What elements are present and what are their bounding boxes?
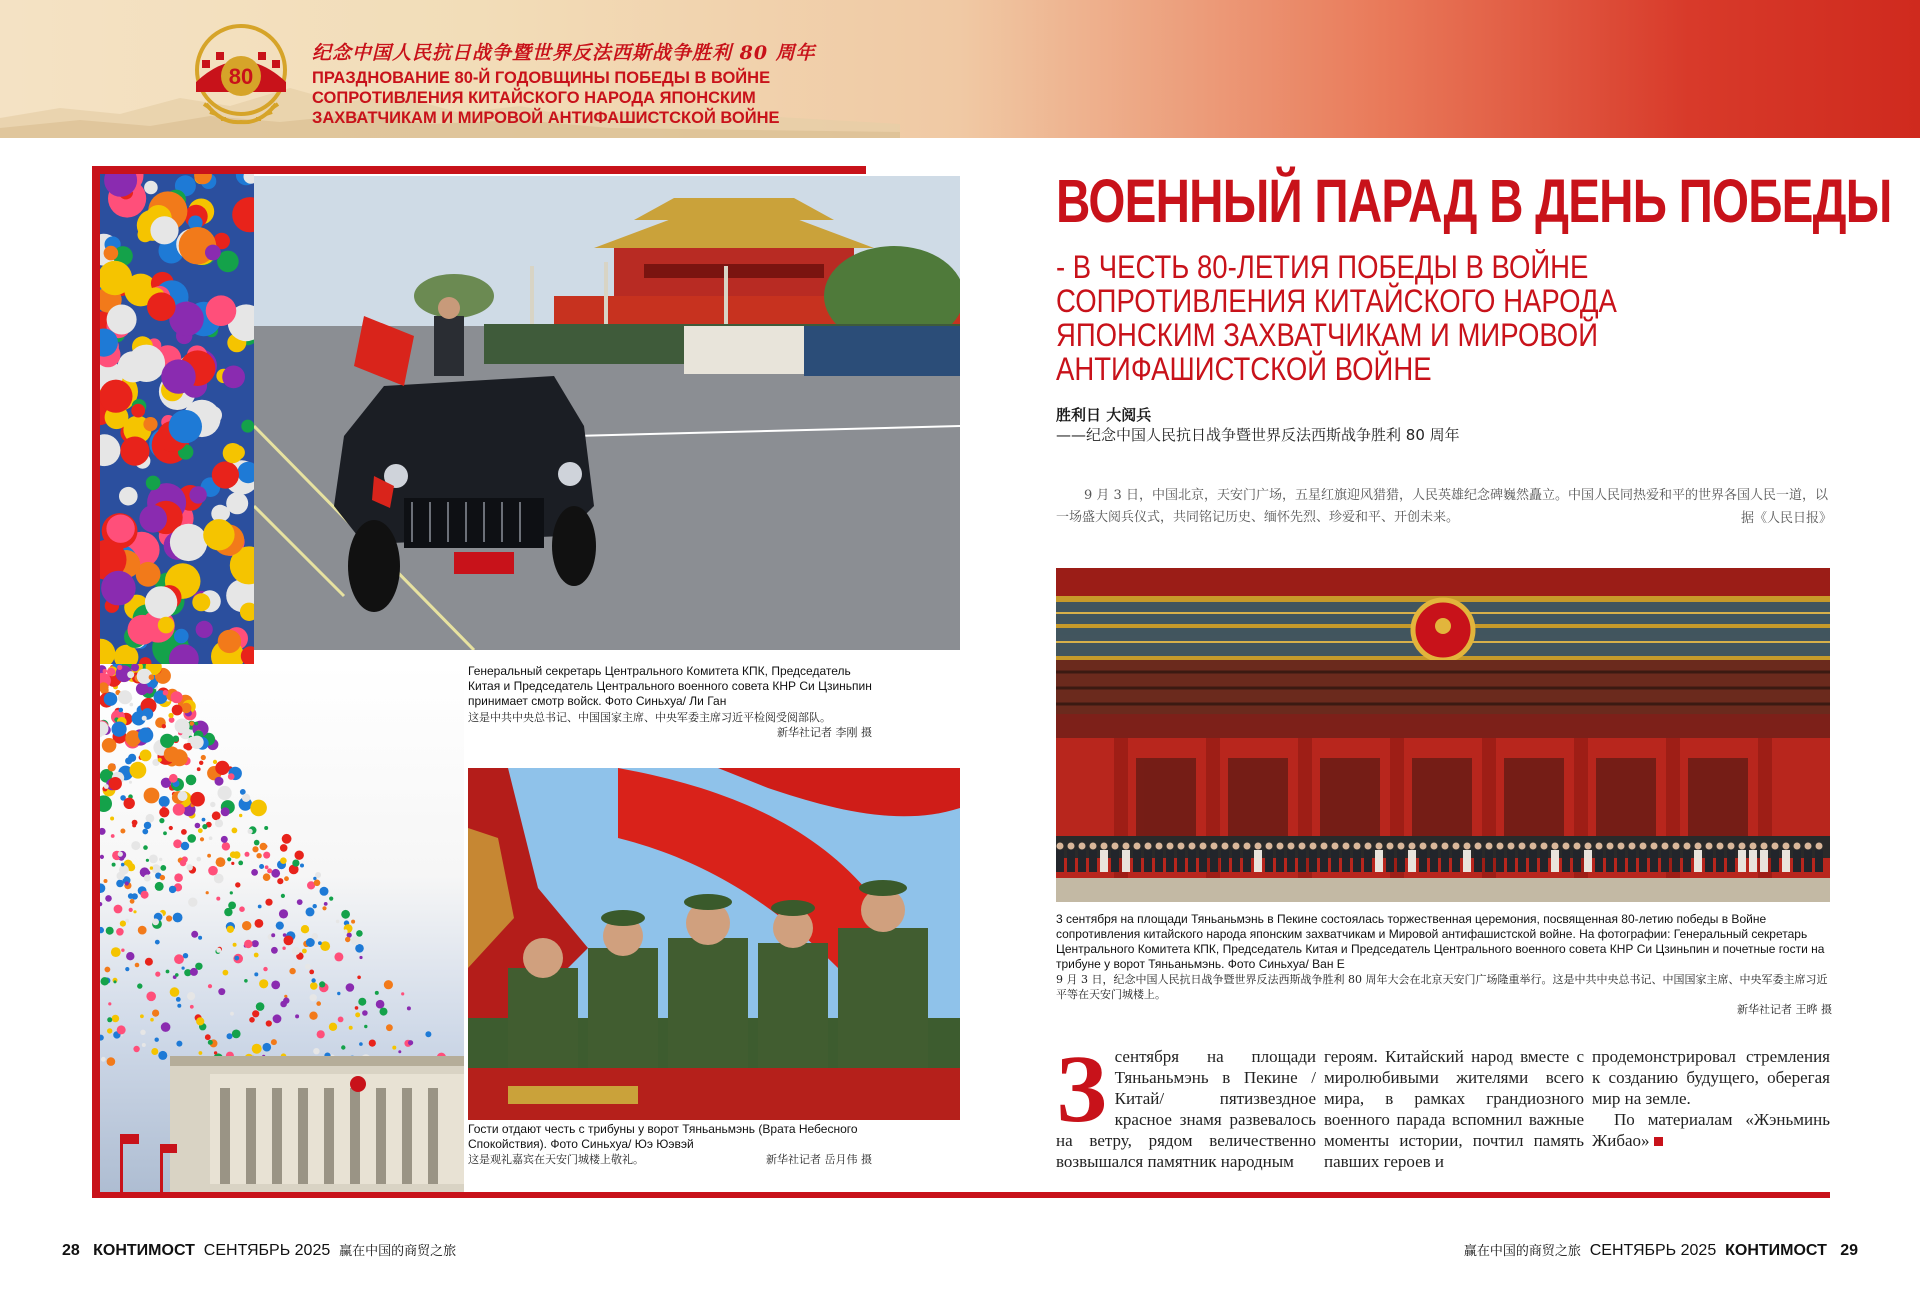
cn-intro-paragraph: 9 月 3 日，中国北京，天安门广场，五星红旗迎风猎猎，人民英雄纪念碑巍然矗立。中国人民同热爱和平的世界各国人民一道，以一场盛大阅兵仪式，共同铭记历史、缅怀先烈、珍爱和平、开创未来。 — [1056, 488, 1828, 525]
right-slogan: 赢在中国的商贸之旅 — [1463, 1244, 1581, 1259]
veterans-saluting-photo — [468, 768, 960, 1120]
article-subtitle-line: СОПРОТИВЛЕНИЯ КИТАЙСКОГО НАРОДА — [1056, 283, 1617, 319]
banner-title-cn: 纪念中国人民抗日战争暨世界反法西斯战争胜利 80 周年 — [312, 42, 816, 64]
end-mark — [1654, 1137, 1663, 1146]
left-issue: СЕНТЯБРЬ 2025 — [203, 1242, 331, 1259]
victory-80-emblem — [182, 20, 300, 132]
source-line — [1592, 1109, 1830, 1151]
photo2-caption-ru: Гости отдают честь с трибуны у ворот Тяньаньмэнь (Врата Небесного Спокойствия). Фото Синьхуа/ Юэ Юэвэй — [468, 1122, 858, 1151]
photo1-caption — [468, 664, 872, 740]
banner-title-ru-line: СОПРОТИВЛЕНИЯ КИТАЙСКОГО НАРОДА ЯПОНСКИМ — [312, 89, 756, 107]
body-column-3 — [1592, 1046, 1830, 1151]
photo1-caption-cn: 这是中共中央总书记、中国国家主席、中央军委主席习近平检阅受阅部队。 — [468, 711, 831, 724]
left-magazine-name: КОНТИМОСТ — [93, 1242, 195, 1259]
source-text: По материалам «Жэньминь Жибао» — [1592, 1110, 1830, 1150]
body-text-2: героям. Китайский народ вместе с миролюбивыми жителями всего мира, в рамках грандиозного военного парада вспомнил важные моменты истории, почтил память павших героев и — [1324, 1047, 1584, 1171]
photo2-credit: 新华社记者 岳月伟 摄 — [766, 1153, 872, 1166]
emblem-number: 80 — [228, 64, 254, 89]
right-issue: СЕНТЯБРЬ 2025 — [1589, 1242, 1717, 1259]
photo2-caption-cn-row — [468, 1152, 872, 1167]
bottom-rule — [92, 1192, 1830, 1198]
cn-intro-credit: 据《人民日报》 — [1740, 511, 1832, 526]
photo3-caption-cn: 9 月 3 日，纪念中国人民抗日战争暨世界反法西斯战争胜利 80 周年大会在北京天安门广场隆重举行。这是中共中央总书记、中国国家主席、中央军委主席习近平等在天安门城楼上。 — [1056, 973, 1828, 1001]
balloons-photo — [100, 174, 254, 664]
photo1-caption-ru: Генеральный секретарь Центрального Комитета КПК, Председатель Китая и Председатель Центрального военного совета КНР Си Цзиньпин принимает смотр войск. Фото Синьхуа/ Ли Ган — [468, 664, 872, 708]
body-text-1: сентября на площади Тяньаньмэнь в Пекине /Китай/ пятизвездное красное знамя развевалось на ветру, рядом величественно возвышался памятник народным — [1056, 1047, 1316, 1171]
photo3-caption — [1056, 912, 1832, 1017]
photo1-credit: 新华社记者 李刚 摄 — [777, 726, 872, 739]
photo2-caption-cn: 这是观礼嘉宾在天安门城楼上敬礼。 — [468, 1153, 644, 1166]
parade-car-photo — [254, 176, 960, 650]
article-subtitle-line: - В ЧЕСТЬ 80-ЛЕТИЯ ПОБЕДЫ В ВОЙНЕ — [1056, 249, 1589, 285]
body-column-1 — [1056, 1035, 1316, 1172]
body-text-3: продемонстрировал стремления к созданию будущего, оберегая мир на земле. — [1592, 1047, 1830, 1108]
article-subtitle — [1056, 250, 1617, 386]
tiananmen-rostrum-photo — [1056, 568, 1830, 902]
banner-title-ru-line: ЗАХВАТЧИКАМ И МИРОВОЙ АНТИФАШИСТСКОЙ ВОЙНЕ — [312, 109, 780, 127]
article-subtitle-line: ЯПОНСКИМ ЗАХВАТЧИКАМ И МИРОВОЙ — [1056, 317, 1598, 353]
header-banner — [0, 0, 1920, 138]
right-page-number: 29 — [1840, 1242, 1858, 1259]
banner-title-ru-line: ПРАЗДНОВАНИЕ 80-Й ГОДОВЩИНЫ ПОБЕДЫ В ВОЙНЕ — [312, 69, 771, 87]
right-magazine-name: КОНТИМОСТ — [1725, 1242, 1827, 1259]
drop-cap: З — [1056, 1035, 1107, 1142]
cn-heading: 胜利日 大阅兵 — [1056, 406, 1152, 424]
photo2-caption — [468, 1122, 872, 1167]
cn-subheading: ——纪念中国人民抗日战争暨世界反法西斯战争胜利 80 周年 — [1056, 426, 1460, 444]
photo3-credit: 新华社记者 王晔 摄 — [1737, 1003, 1832, 1016]
footer-right — [1464, 1240, 1858, 1260]
article-subtitle-line: АНТИФАШИСТСКОЙ ВОЙНЕ — [1056, 351, 1432, 387]
left-slogan: 赢在中国的商贸之旅 — [339, 1244, 457, 1259]
left-page-number: 28 — [62, 1242, 80, 1259]
left-frame-side — [92, 174, 100, 1198]
balloons-over-hall-photo — [100, 664, 464, 1192]
article-title: ВОЕННЫЙ ПАРАД В ДЕНЬ ПОБЕДЫ — [1056, 167, 1892, 235]
left-frame-top — [92, 166, 866, 174]
body-column-2 — [1324, 1046, 1584, 1172]
footer-left — [62, 1240, 456, 1260]
photo3-caption-ru: 3 сентября на площади Тяньаньмэнь в Пекине состоялась торжественная церемония, посвященная 80-летию победы в Войне сопротивления китайского народа японским захватчикам и Мировой антифашистской войне. На фотографии: Генеральный секретарь Центрального Комитета КПК, Председатель Китая и Председатель Центрального военного совета КНР Си Цзиньпин и почетные гости на трибуне у ворот Тяньаньмэнь. Фото Синьхуа/ Ван Е — [1056, 912, 1825, 971]
banner-text — [312, 38, 816, 128]
